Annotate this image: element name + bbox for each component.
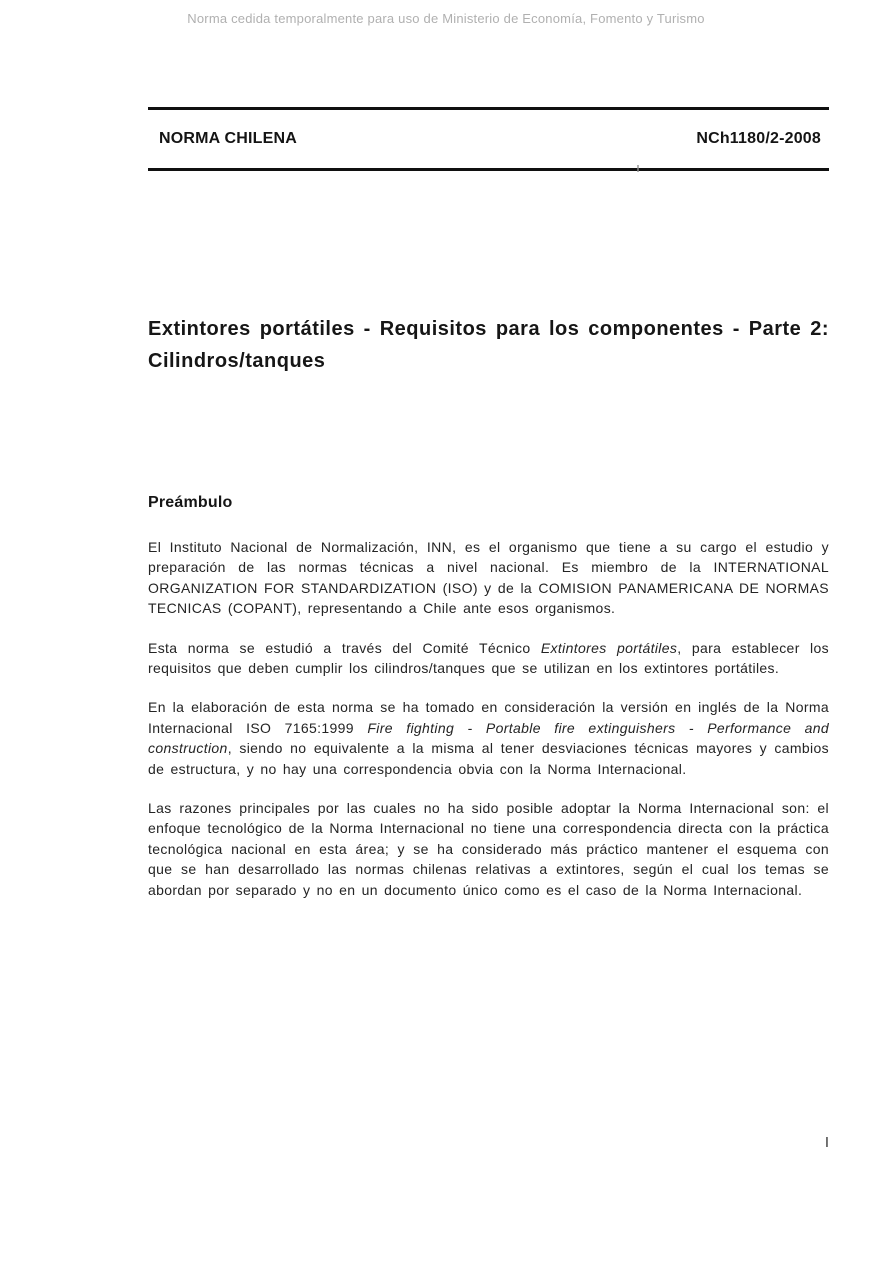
header-left-title: NORMA CHILENA bbox=[159, 130, 297, 147]
watermark-text: Norma cedida temporalmente para uso de Ministerio de Economía, Fomento y Turismo bbox=[187, 11, 705, 26]
preamble-paragraphs bbox=[148, 537, 829, 919]
paragraph-segment: Las razones principales por las cuales no ha sido posible adoptar la Norma Internacional son: el enfoque tecnológico de la Norma Internacional no tiene una correspondencia directa con la práctica tecnológica nacional en esta área; y se ha considerado más práctico mantener el esquema con que se han desarrollado las normas chilenas relativas a extintores, según el cual los temas se abordan por separado y no en un documento único como es el caso de la Norma Internacional. bbox=[148, 800, 829, 898]
page-number: I bbox=[824, 1134, 829, 1151]
preamble-paragraph bbox=[148, 537, 829, 619]
scan-artifact bbox=[637, 165, 639, 172]
document-header bbox=[148, 107, 829, 171]
paragraph-segment: , para establecer los requisitos que deben cumplir los cilindros/tanques que se utilizan en los extintores portátiles. bbox=[148, 639, 830, 677]
paragraph-segment: El Instituto Nacional de Normalización, INN, es el organismo que tiene a su cargo el estudio y preparación de las normas técnicas a nivel nacional. Es miembro de la INTERNATIONAL ORGANIZATION FOR STANDARDIZATION (ISO) y de la COMISION PANAMERICANA DE NORMAS TECNICAS (COPANT), representando a Chile ante esos organismos. bbox=[148, 539, 829, 617]
preamble-heading: Preámbulo bbox=[148, 494, 233, 511]
paragraph-segment: Fire fighting - Portable fire extinguishers - Performance and construction bbox=[148, 719, 829, 757]
header-right-code: NCh1180/2-2008 bbox=[696, 130, 821, 147]
paragraph-segment: Esta norma se estudió a través del Comité Técnico bbox=[148, 639, 541, 656]
preamble-paragraph bbox=[148, 697, 829, 779]
document-title: Extintores portátiles - Requisitos para los componentes - Parte 2: Cilindros/tanques bbox=[148, 318, 829, 372]
paragraph-segment: Extintores portátiles bbox=[540, 639, 678, 656]
paragraph-segment: , siendo no equivalente a la misma al tener desviaciones técnicas mayores y cambios de estructura, y no hay una correspondencia obvia con la Norma Internacional. bbox=[148, 740, 829, 777]
paragraph-segment: En la elaboración de esta norma se ha tomado en consideración la versión en inglés de la Norma Internacional ISO 7165:1999 bbox=[148, 699, 829, 736]
preamble-paragraph bbox=[148, 798, 829, 900]
preamble-paragraph bbox=[148, 638, 829, 679]
